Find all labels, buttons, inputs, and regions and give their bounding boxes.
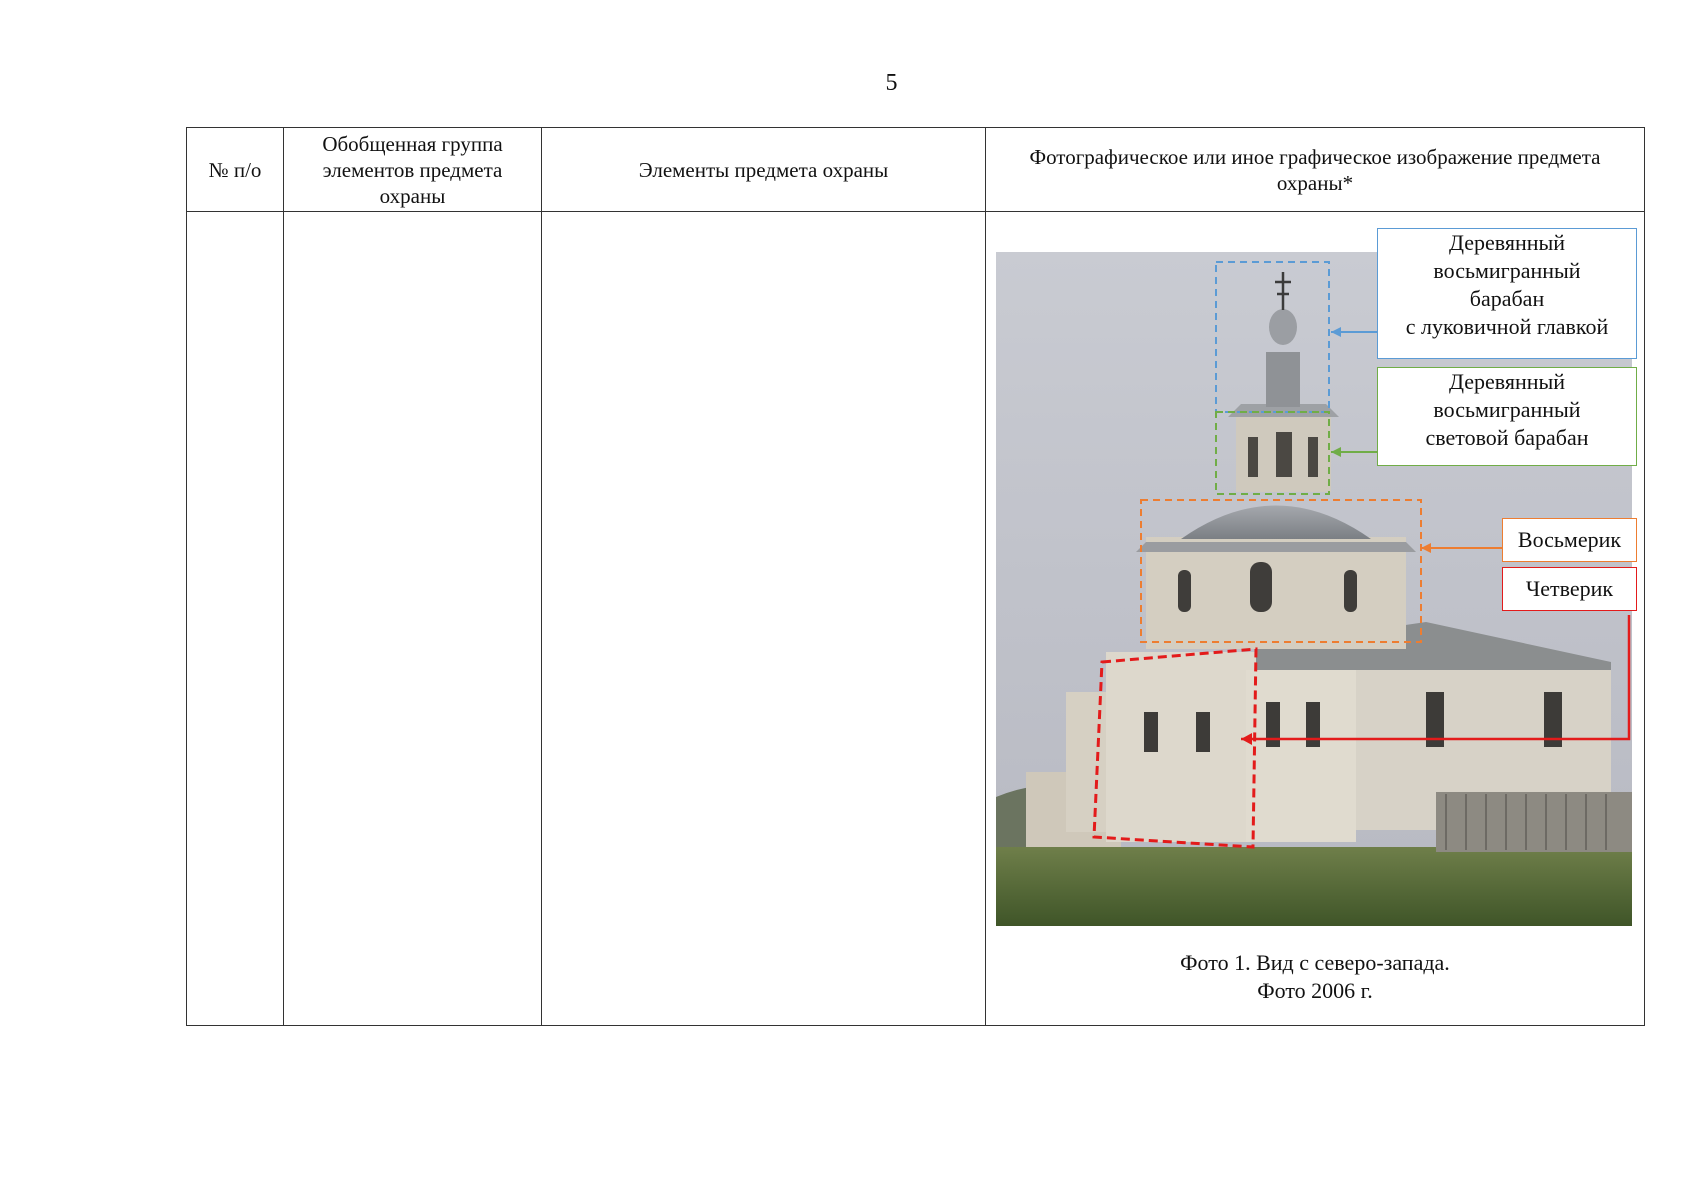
table-row <box>187 212 1645 1026</box>
header-image: Фотографическое или иное графическое изображение предмета охраны* <box>986 128 1645 212</box>
cell-image <box>986 212 1645 1026</box>
label-quadrangle: Четверик <box>1502 567 1637 611</box>
label-octagon: Восьмерик <box>1502 518 1637 562</box>
label-light-drum: Деревянный восьмигранный световой барабан <box>1377 367 1637 466</box>
header-group: Обобщенная группа элементов предмета охраны <box>284 128 542 212</box>
table-header-row <box>187 128 1645 212</box>
cell-elements <box>542 212 986 1026</box>
header-elements: Элементы предмета охраны <box>542 128 986 212</box>
annotated-photo <box>996 228 1646 888</box>
header-number: № п/о <box>187 128 284 212</box>
cell-number <box>187 212 284 1026</box>
photo-caption: Фото 1. Вид с северо-запада. Фото 2006 г. <box>1180 950 1450 1003</box>
page-number: 5 <box>885 70 898 96</box>
cell-group <box>284 212 542 1026</box>
protection-table <box>186 127 1645 1026</box>
label-drum-dome: Деревянный восьмигранный барабан с луковичной главкой <box>1377 228 1637 359</box>
